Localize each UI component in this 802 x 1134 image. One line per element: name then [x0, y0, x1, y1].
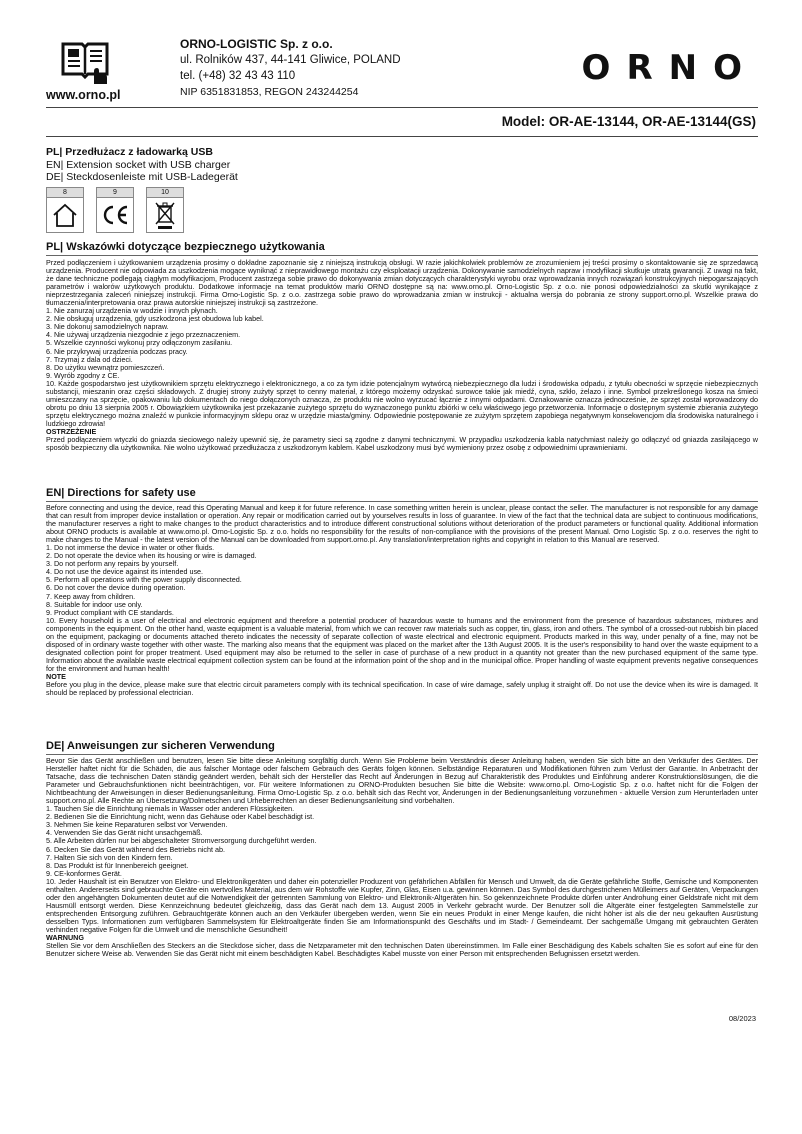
list-item: 3. Do not perform any repairs by yourself. — [46, 559, 179, 569]
manual-book-icon — [60, 38, 110, 84]
section-title-de: DE| Anweisungen zur sicheren Verwendung — [46, 739, 758, 755]
company-name: ORNO-LOGISTIC Sp. z o.o. — [180, 37, 333, 51]
orno-logo: ORNO — [581, 48, 758, 88]
list-item: 9. CE-konformes Gerät. — [46, 868, 122, 878]
list-item: 10. Every household is a user of electrical and electronic equipment and therefore a potential producer of hazardous waste to humans and the environment from the presence of hazardous substances, mixtures and components in the equipment. On the other hand, waste equipment is a valuable material, from which we can recover raw materials such as copper, tin, glass, iron and others. The symbol of a crossed-out rubbish bin placed on the equipment, packaging or documents attached thereto indicates the necessity of separate collection of waste electrical and electronic equipment. Products marked in this way, under penalty of a fine, may not be disposed of in ordinary waste together with other waste. The marking also means that the equipment was placed on the market after the 13th August 2005. It is the user's responsibility to hand over the waste equipment to a designated collection point for proper treatment. Used equipment may also be returned to the seller in case of purchase of a new product in a quantity not greater than the new purchased equipment of the same type. Information about the available waste electrical equipment collection system can be found at the information point of the shop and in the municipal office. Proper handling of waste equipment prevents negative consequences for the environment and human health! — [46, 615, 758, 673]
list-item: 4. Do not use the device against its intended use. — [46, 567, 204, 577]
list-item: 5. Wszelkie czynności wykonuj przy odłączonym zasilaniu. — [46, 338, 233, 348]
list-item: 8. Suitable for indoor use only. — [46, 599, 143, 609]
warning-text: Before you plug in the device, please make sure that electric circuit parameters comply with its technical specification. In case of wire damage, safely unplug it straight off. Do not use the device when its wire is damaged. It should be replaced by professional electrician. — [46, 680, 758, 698]
list-item: 6. Nie przykrywaj urządzenia podczas pracy. — [46, 346, 188, 356]
warning-label: NOTE — [46, 671, 66, 681]
list-item: 3. Nie dokonuj samodzielnych napraw. — [46, 322, 169, 332]
document-date: 08/2023 — [728, 1014, 756, 1023]
list-item: 1. Do not immerse the device in water or other fluids. — [46, 543, 215, 553]
header-divider — [46, 107, 758, 108]
symbol-number: 10 — [146, 187, 184, 197]
list-item: 7. Keep away from children. — [46, 591, 136, 601]
list-item: 4. Nie używaj urządzenia niezgodnie z jego przeznaczeniem. — [46, 330, 241, 340]
list-item: 5. Alle Arbeiten dürfen nur bei abgeschalteter Stromversorgung durchgeführt werden. — [46, 836, 317, 846]
list-item: 6. Do not cover the device during operation. — [46, 583, 186, 593]
list-item: 2. Do not operate the device when its housing or wire is damaged. — [46, 551, 257, 561]
list-item: 2. Bedienen Sie die Einrichtung nicht, wenn das Gehäuse oder Kabel beschädigt ist. — [46, 812, 315, 822]
intro-paragraph: Bevor Sie das Gerät anschließen und benutzen, lesen Sie bitte diese Anleitung sorgfältig durch. Wenn Sie Probleme beim Verständnis dieser Anleitung haben, wenden Sie sich bitte an den Verkäufer des Gerätes. Der Hersteller haftet nicht für die Schäden, die aus falscher Montage oder falschem Gebrauch des Geräts folgen können. Selbständige Reparaturen und Modifikationen führen zum Verlust der Garantie. In Anbetracht der Tatsache, dass die technischen Daten ständig geändert werden, behält sich der Hersteller das Recht auf Änderungen in Bezug auf Charakteristik des Produktes und Einführung anderer Konstruktionslösungen, die die Parameter und Gebrauchsfunktionen nicht beeinträchtigen, vor. Für weitere Informationen zu ORNO-Produkten besuchen Sie bitte die Website: www.orno.pl. Orno-Logistic Sp. z o.o. haftet nicht für die Folgen der Nichtbeachtung der Anweisungen in dieser Bedienungsanleitung. Firma Orno-Logistic Sp. z o.o. behält sich das Recht vor, Änderungen in der Bedienungsanleitung vorzunehmen - aktuelle Version zum Herunterladen unter support.orno.pl. Alle Rechte an Übersetzung/Dolmetschen und Urheberrechten an dieser Bedienungsanleitung sind vorbehalten. — [46, 756, 758, 806]
symbol-ce — [96, 187, 134, 233]
website-link[interactable]: www.orno.pl — [46, 88, 121, 102]
section-body-de — [46, 757, 758, 958]
company-address: ul. Rolników 437, 44-141 Gliwice, POLAND — [180, 54, 401, 66]
section-body-pl — [46, 259, 758, 452]
page-header — [46, 34, 758, 104]
list-item: 4. Verwenden Sie das Gerät nicht unsachgemäß. — [46, 828, 203, 838]
list-item: 1. Nie zanurzaj urządzenia w wodzie i innych płynach. — [46, 306, 218, 316]
symbol-weee — [146, 187, 184, 233]
company-info — [180, 36, 401, 100]
list-item: 5. Perform all operations with the power supply disconnected. — [46, 575, 242, 585]
warning-text: Stellen Sie vor dem Anschließen des Steckers an die Steckdose sicher, dass die Netzparameter mit den technischen Daten übereinstimmen. Im Falle einer Beschädigung des Kabels schalten Sie es sofort auf eine für den Benutzer sichere Weise ab. Verwenden Sie das Gerät nicht mit einem beschädigten Kabel. Beschädigtes Kabel musste von einer Person mit entsprechenden Befugnissen ersetzt werden. — [46, 941, 758, 959]
product-title-en: EN| Extension socket with USB charger — [46, 158, 231, 171]
list-item: 10. Jeder Haushalt ist ein Benutzer von Elektro- und Elektronikgeräten und daher ein potenzieller Produzent von gefährlichen Abfällen für Mensch und Umwelt, da die Geräte gefährliche Stoffe, Gemische und Komponenten enthalten. Andererseits sind gebrauchte Geräte ein wertvolles Material, aus dem wir Rohstoffe wie Kupfer, Zinn, Glas, Eisen u.a. gewinnen können. Das Symbol des durchgestrichenen Mülleimers auf Geräten, Verpackungen oder den angehängten Dokumenten deutet auf die Notwendigkeit der getrennten Sammlung von Elektro- und Elektronik-Altgeräten hin. So gekennzeichnete Produkte dürfen unter Androhung einer Geldstrafe nicht mit dem Hausmüll entsorgt werden. Diese Kennzeichnung bedeutet gleichzeitig, dass das Gerät nach dem 13. August 2005 in Verkehr gebracht wurde. Der Benutzer soll die Altgeräte einer festgelegten Sammelstelle zur entsprechenden Entsorgung zuführen. Gebrauchtgeräte können auch an den Verkäufer übergeben werden, wenn Sie ein neues Produkt in einer Menge kaufen, die nicht höher ist als die der neu gekauften Ausrüstung desselben Typs. Informationen zum verfügbaren Sammelsystem für Elektroaltgeräte finden Sie am Informationspunkt des Geschäfts und im Stadt- / Gemeindeamt. Der sachgemäße Umgang mit gebrauchten Geräten verhindert negative Folgen für die Umwelt und die menschliche Gesundheit! — [46, 876, 758, 934]
warning-text: Przed podłączeniem wtyczki do gniazda sieciowego należy upewnić się, że parametry sieci są zgodne z danymi technicznymi. W przypadku uszkodzenia kabla natychmiast należy go odłączyć od gniazda zasilającego w sposób bezpieczny dla użytkownika. Nie wolno użytkować przedłużacza z uszkodzonym kablem. Kabel uszkodzony musi być wymieniony przez osobę z odpowiednimi uprawnieniami. — [46, 435, 758, 453]
list-item: 3. Nehmen Sie keine Reparaturen selbst vor Verwenden. — [46, 820, 228, 830]
model-divider — [46, 136, 758, 137]
list-item: 7. Halten Sie sich von den Kindern fern. — [46, 852, 173, 862]
symbol-indoor — [46, 187, 84, 233]
safety-list — [46, 307, 758, 428]
list-item: 7. Trzymaj z dala od dzieci. — [46, 354, 133, 364]
symbol-number: 9 — [96, 187, 134, 197]
indoor-house-icon — [51, 202, 79, 228]
list-item: 10. Każde gospodarstwo jest użytkownikiem sprzętu elektrycznego i elektronicznego, a co za tym idzie potencjalnym wytwórcą niebezpiecznego dla ludzi i środowiska odpadu, z tytułu obecności w sprzęcie niebezpiecznych substancji, mieszanin oraz części składowych. Z drugiej strony zużyty sprzęt to cenny materiał, z którego możemy odzyskać surowce takie jak miedź, cyna, szkło, żelazo i inne. Symbol przekreślonego kosza na śmieci umieszczany na sprzęcie, opakowaniu lub dokumentach do niego dołączonych oznacza, że produktu nie wolno wyrzucać łącznie z innymi odpadami. Oznakowanie oznacza jednocześnie, że sprzęt został wprowadzony do obrotu po dniu 13 sierpnia 2005 r. Obowiązkiem użytkownika jest przekazanie zużytego sprzętu do wyznaczonego punktu zbiórki w celu właściwego jego przetworzenia. Informacje o dostępnym systemie zbierania zużytego sprzętu elektrycznego można znaleźć w punkcie informacyjnym sklepu oraz w urzędzie miasta/gminy. Odpowiednie postępowanie ze zużytym sprzętem zapobiega negatywnym konsekwencjom dla środowiska naturalnego i ludzkiego zdrowia! — [46, 378, 758, 428]
product-title-pl: PL| Przedłużacz z ładowarką USB — [46, 146, 213, 158]
list-item: 8. Do użytku wewnątrz pomieszczeń. — [46, 362, 165, 372]
section-title-en: EN| Directions for safety use — [46, 486, 758, 502]
warning-label: WARNUNG — [46, 933, 84, 943]
section-title-pl: PL| Wskazówki dotyczące bezpiecznego użytkowania — [46, 240, 758, 256]
product-titles — [46, 146, 238, 184]
ce-mark-icon — [101, 204, 129, 226]
list-item: 6. Decken Sie das Gerät während des Betriebs nicht ab. — [46, 844, 225, 854]
safety-list — [46, 544, 758, 673]
warning-label: OSTRZEŻENIE — [46, 426, 97, 436]
product-title-de: DE| Steckdosenleiste mit USB-Ladegerät — [46, 171, 238, 183]
model-number: Model: OR-AE-13144, OR-AE-13144(GS) — [501, 114, 756, 129]
safety-list — [46, 805, 758, 934]
list-item: 2. Nie obsługuj urządzenia, gdy uszkodzona jest obudowa lub kabel. — [46, 314, 264, 324]
list-item: 8. Das Produkt ist für Innenbereich geeignet. — [46, 860, 189, 870]
intro-paragraph: Przed podłączeniem i użytkowaniem urządzenia prosimy o dokładne zapoznanie się z niniejszą instrukcją obsługi. W razie jakichkolwiek problemów ze zrozumieniem jej treści prosimy o skontaktowanie się ze sprzedawcą urządzenia. Producent nie odpowiada za uszkodzenia mogące wyniknąć z nieprawidłowego montażu czy eksploatacji urządzenia. Dokonywanie samodzielnych napraw i modyfikacji skutkuje utratą gwarancji. Z uwagi na fakt, że dane techniczne podlegają ciągłym modyfikacjom, Producent zastrzega sobie prawo do dokonywania zmian dotyczących charakterystyki wyrobu oraz wprowadzania innych rozwiązań konstrukcyjnych niepogarszających parametrów i walorów użytkowych produktu. Dodatkowe informacje na temat produktów marki ORNO dostępne są na: www.orno.pl. Orno-Logistic Sp. z o.o. nie ponosi odpowiedzialności za skutki wynikające z nieprzestrzegania zaleceń niniejszej instrukcji. Firma Orno-Logistic Sp. z o.o. zastrzega sobie prawo do wprowadzania zmian w instrukcji - aktualna wersja do pobrania ze strony support.orno.pl. Wszelkie prawa do tłumaczenia/interpretowania oraz prawa autorskie niniejszej instrukcji są zastrzeżone. — [46, 258, 758, 308]
intro-paragraph: Before connecting and using the device, read this Operating Manual and keep it for future reference. In case something written herein is unclear, please contact the seller. The manufacturer is not responsible for any damage that can result from improper device installation or operation. Any repair or modification carried out by yourselves results in loss of guarantee. In view of the fact that the technical data are subject to continuous modifications, the manufacturer reserves a right to make changes to the product characteristics and to introduce different constructional solutions without deterioration of the product parameters or functional quality. Additional information about ORNO products is available at www.orno.pl. Orno-Logistic Sp. z o.o. holds no responsibility for the results of non-compliance with the provisions of the present Manual. Orno Logistic Sp. z o.o. reserves the right to make changes to the Manual - the latest version of the Manual can be downloaded from support.orno.pl. Any translation/interpretation rights and copyright in relation to this Manual are reserved. — [46, 503, 758, 545]
list-item: 9. Wyrób zgodny z CE. — [46, 370, 120, 380]
list-item: 9. Product compliant with CE standards. — [46, 607, 174, 617]
company-phone: tel. (+48) 32 43 43 110 — [180, 70, 296, 82]
section-body-en — [46, 504, 758, 697]
weee-crossed-bin-icon — [152, 200, 178, 230]
symbol-number: 8 — [46, 187, 84, 197]
company-ids: NIP 6351831853, REGON 243244254 — [180, 86, 359, 98]
list-item: 1. Tauchen Sie die Einrichtung niemals in Wasser oder anderen Flüssigkeiten. — [46, 804, 295, 814]
